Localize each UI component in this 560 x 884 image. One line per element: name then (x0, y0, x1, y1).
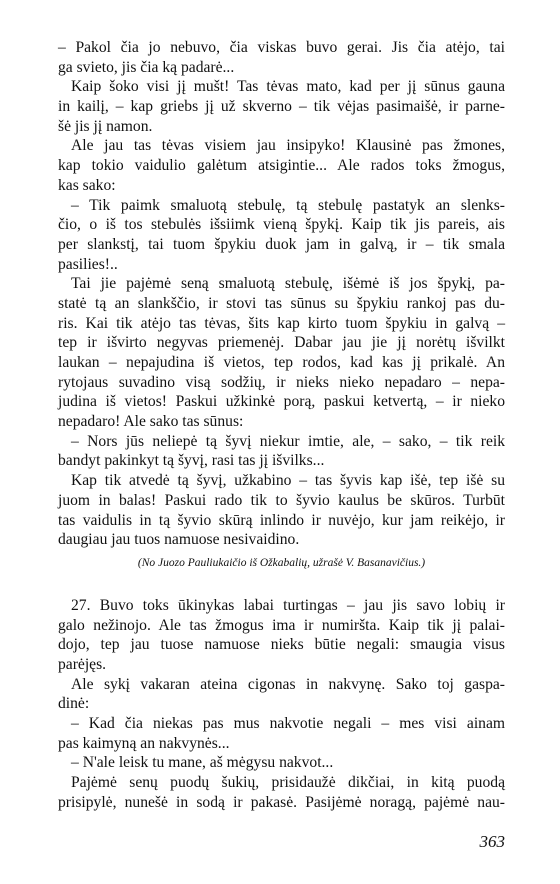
text-line: judina iš vietos! Paskui užkinkė porą, paskui ketvertą, – ir nieko (58, 393, 505, 411)
text-line: dinė: (58, 695, 90, 713)
text-line: kas sako: (58, 176, 116, 194)
text-line: rytojaus suvadino visą sodžių, ir nieks nieko nepadaro – nepa- (58, 373, 505, 391)
text-line: šė jis jį namon. (58, 117, 153, 135)
text-line: Tai jie pajėmė seną smaluotą stebulę, išėmė iš jos špykį, pa- (71, 275, 505, 293)
text-line: kap tokio vaidulio galėtum atsigintie... Ale rados toks žmogus, (58, 157, 505, 175)
text-line: Ale jau tas tėvas visiem jau insipyko! Klausinė pas žmones, (71, 137, 505, 155)
page-text (58, 38, 505, 812)
text-line: Pajėmė senų puodų šukių, prisidaužė dikčiai, in kitą puodą (71, 774, 505, 792)
text-line: tas vaidulis in tą šyvio skūrą inlindo ir nuvėjo, kur jam reikėjo, ir (58, 511, 505, 529)
text-line: bandyt pakinkyt tą šyvį, rasi tas jį išvilks... (58, 452, 325, 470)
text-line: – Tik paimk smaluotą stebulę, tą stebulę pastatyk an slenks- (71, 196, 505, 214)
text-line: nepadaro! Ale sako tas sūnus: (58, 413, 244, 431)
text-line: 27. Buvo toks ūkinykas labai turtingas – jau jis savo lobių ir (71, 596, 505, 614)
text-line: – Pakol čia jo nebuvo, čia viskas buvo gerai. Jis čia atėjo, tai (58, 39, 505, 56)
text-line: Ale sykį vakaran ateina cigonas in nakvynę. Sako toj gaspa- (71, 675, 505, 693)
text-line: tep ir išvirto negyvas priemenėj. Dabar jau jie jį norėtų išvilkt (58, 334, 505, 352)
text-line: dojo, tep jau tuose namuose nieks būtie negali: smaugia visus (58, 636, 505, 654)
text-line: čio, o iš tos stebulės išsiimk vieną špykį. Kaip tik jis pareis, ais (58, 216, 505, 234)
text-line: in kailį, – kap griebs jį už skverno – tik vėjas pasimaišė, ir parne- (58, 98, 505, 116)
text-line: Kaip šoko visi jį mušt! Tas tėvas mato, kad per jį sūnus gauna (71, 78, 505, 96)
text-line: daugiau jau tuos namuose nesivaidino. (58, 531, 300, 549)
text-line: – N'ale leisk tu mane, aš mėgysu nakvot... (71, 754, 334, 772)
text-line: pas kaimyną an nakvynės... (58, 734, 230, 752)
text-line: prisipylė, nunešė in sodą ir pakasė. Pasijėmė noragą, pajėmė nau- (58, 793, 505, 811)
text-line: – Kad čia niekas pas mus nakvotie negali – mes visi ainam (71, 715, 505, 732)
story-credit: (No Juozo Pauliukaičio iš Ožkabalių, užrašė V. Basanavičius.) (137, 556, 426, 569)
text-line: – Nors jūs neliepė tą šyvį niekur imtie, ale, – sako, – tik reik (71, 432, 505, 450)
page-number: 363 (479, 832, 505, 851)
text-line: galo nežinojo. Ale tas žmogus ima ir numiršta. Kaip tik jį palai- (58, 616, 505, 634)
text-line: Kap tik atvedė tą šyvį, užkabino – tas šyvis kap išė, tep išė su (71, 472, 505, 490)
text-line: ga svieto, jis čia ką padarė... (58, 58, 235, 76)
text-line: laukan – nepajudina iš vietos, tep rodos, kad kas jį prikalė. An (58, 354, 505, 371)
text-line: ris. Kai tik atėjo tas tėvas, šits kap kirto tuom špykiu in galvą – (58, 314, 505, 332)
text-line: parėjęs. (58, 655, 107, 673)
text-line: statė tą an slankščio, ir stovi tas sūnus su špykiu rankoj pas du- (58, 294, 505, 312)
text-line: pasilies!.. (58, 255, 118, 273)
section-gap (58, 572, 505, 596)
text-line: per slankstį, tai tuom špykiu duok jam in galvą, ir – tik smala (58, 235, 505, 253)
text-line: juom in balas! Paskui rado tik to šyvio kaulus be skūros. Turbūt (58, 491, 505, 509)
